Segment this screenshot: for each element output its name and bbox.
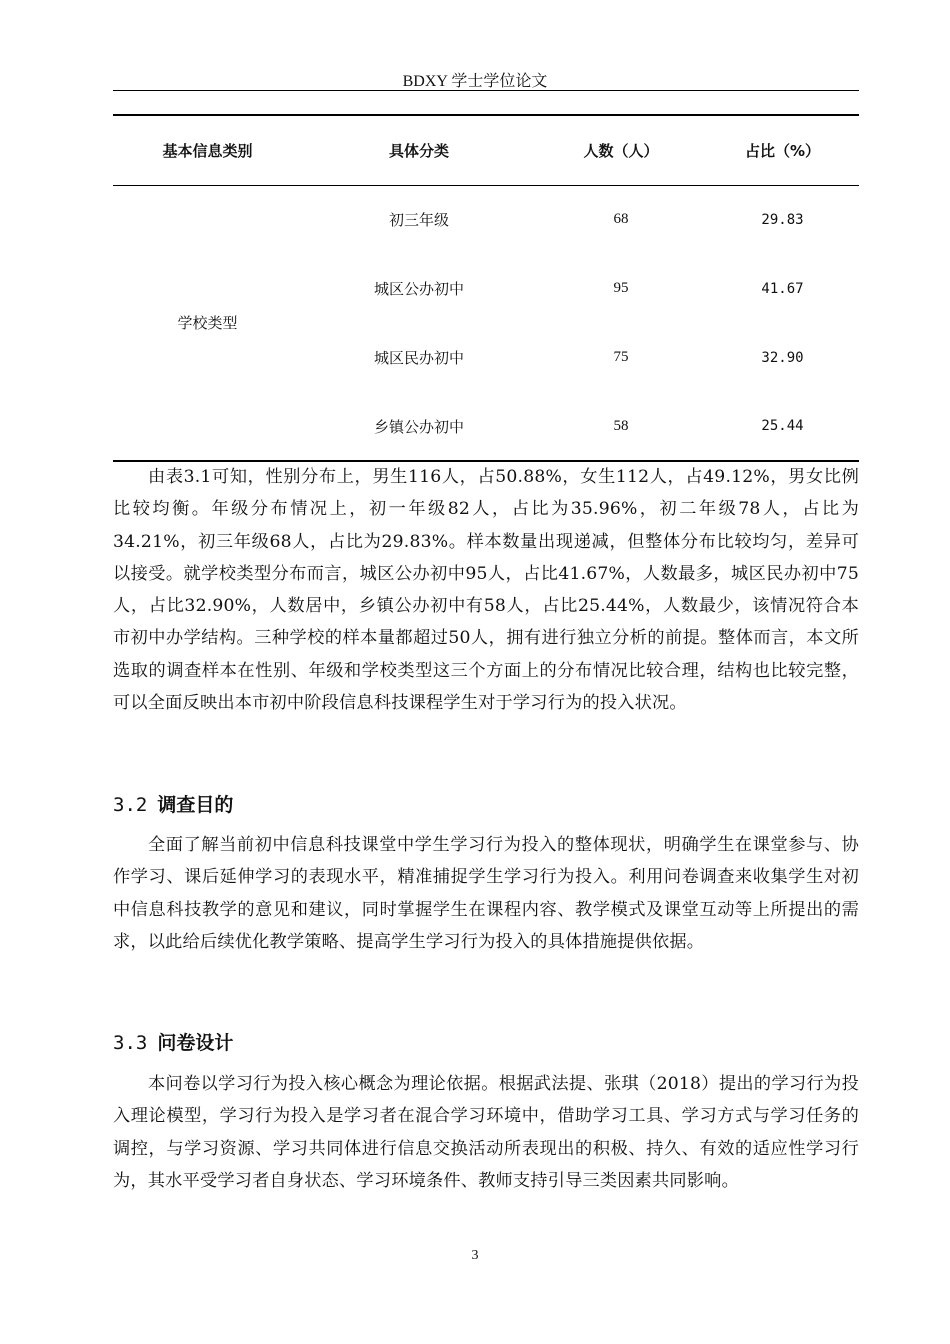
paragraph-sample-analysis: 由表3.1可知，性别分布上，男生116人，占50.88%，女生112人，占49.12%，男女比例比较均衡。年级分布情况上，初一年级82人，占比为35.96%，初二年级78人，占比为34.21%，初三年级68人，占比为29.83%。样本数量出现递减，但整体分布比较均匀，差异可以接受。就学校类型分布而言，城区公办初中95人，占比41.67%，人数最多，城区民办初中75人，占比32.90%，人数居中，乡镇公办初中有58人，占比25.44%，人数最少，该情况符合本市初中办学结构。三种学校的样本量都超过50人，拥有进行独立分析的前提。整体而言，本文所选取的调查样本在性别、年级和学校类型这三个方面上的分布情况比较合理，结构也比较完整，可以全面反映出本市初中阶段信息科技课程学生对于学习行为的投入状况。 [113,467,859,714]
running-header: BDXY 学士学位论文 [402,73,548,90]
section-heading-3-3 [113,1028,233,1055]
paragraph-survey-purpose: 全面了解当前初中信息科技课堂中学生学习行为投入的整体现状，明确学生在课堂参与、协作学习、课后延伸学习的表现水平，精准捕捉学生学习行为投入。利用问卷调查来收集学生对初中信息科技教学的意见和建议，同时掌握学生在课程内容、教学模式及课堂互动等上所提出的需求，以此给后续优化教学策略、提高学生学习行为投入的具体措施提供依据。 [113,835,859,952]
subcategory-cell: 城区民办初中 [373,349,464,367]
category-cell: 学校类型 [177,314,238,333]
column-header-subcategory: 具体分类 [388,141,449,160]
header-rule [113,90,859,91]
subcategory-cell: 乡镇公办初中 [373,417,464,436]
section-heading-3-2 [113,790,233,817]
table-row [113,185,859,254]
column-header-category: 基本信息类别 [162,141,253,160]
section-number: 3.3 [113,1032,148,1054]
count-cell: 68 [613,211,629,228]
subcategory-cell: 初三年级 [388,211,449,230]
count-cell: 58 [613,417,629,434]
school-type-table [113,114,859,462]
paragraph-questionnaire-design: 本问卷以学习行为投入核心概念为理论依据。根据武法提、张琪（2018）提出的学习行为投入理论模型，学习行为投入是学习者在混合学习环境中，借助学习工具、学习方式与学习任务的调控，与学习资源、学习共同体进行信息交换活动所表现出的积极、持久、有效的适应性学习行为，其水平受学习者自身状态、学习环境条件、教师支持引导三类因素共同影响。 [113,1074,859,1191]
percent-cell: 29.83 [761,211,804,228]
percent-cell: 41.67 [761,280,804,297]
section-title: 问卷设计 [157,1032,234,1054]
column-header-percent: 占比（%） [744,141,821,160]
percent-cell: 25.44 [761,418,804,434]
section-number: 3.2 [113,794,148,816]
page-number: 3 [471,1248,479,1263]
count-cell: 75 [613,349,629,365]
table-header-row [113,115,859,185]
column-header-count: 人数（人） [583,141,659,160]
subcategory-cell: 城区公办初中 [373,280,464,298]
count-cell: 95 [613,280,629,296]
percent-cell: 32.90 [761,349,804,366]
section-title: 调查目的 [157,794,234,816]
